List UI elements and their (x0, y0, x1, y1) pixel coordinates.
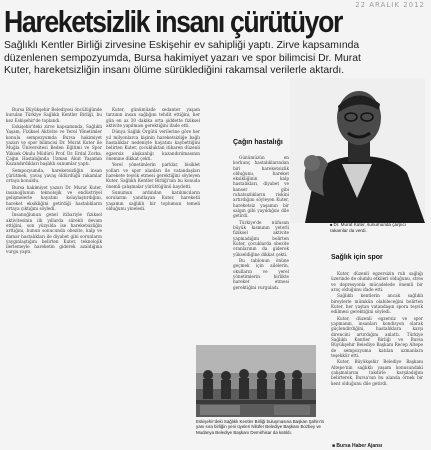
lead-line: Sağlıklı Kentler Birliği zirvesine Eskişehir ev sahipliği yaptı. Zirve kapsamında (4, 40, 360, 51)
portrait-caption: ■ Dr. Murat Kuter, sunumunda çarpıcı rakamlar da verdi. (330, 222, 424, 233)
article-column-1 (6, 107, 102, 339)
paragraph: Sempozyumda, hareketsizliğin insan çürütmek, yavaş yavaş öldürdüğü rakamlar ortaya konuldu. (6, 167, 102, 184)
date-stamp: 22 ARALIK 2012 (355, 1, 425, 9)
article-column-4 (331, 271, 423, 441)
photo-caption: Eskişehir'deki Sağlıklı Kentler Birliği buluşmasına Başkan Şahin'in yanı sıra birliğin yeni üyeleri Nilüfer Belediye Başkanı Bozbey ve Mudanya Belediye Başkanı Demirhisar da katıldı. (196, 419, 325, 435)
paragraph: Kuter, düzenli egzersiz ve spor yapmanın, insanları kondisyon olarak güçlendirdiğini, hastalıklara karşı direncini artırdığını anlattı. Türkiye Sağlıklı Kentler Birliği ve Bursa Büyükşehir Belediye Başkanı Recep Altepe de sempozyuma katılan uzmanlara teşekkür etti. (331, 315, 423, 358)
article-column-3 (233, 155, 289, 333)
paragraph: Yerel yönetimlerin parklar, bisiklet yolları ve spor alanları ile vatandaşları harekete teşvik etmesi gerektiğini söyleyen Kuter, Sağlıklı Kentler Birliği'nin bu konuda önemli çalışmalar yürüttüğünü kaydetti. (106, 162, 200, 189)
paragraph: Bursa Büyükşehir Belediyesi öncülüğünde kurulan Türkiye Sağlıklı Kentler Birliği, bu kez Eskişehir'de toplandı. (6, 107, 102, 123)
paragraph: İnsanoğlunun genel itibariyle fiziksel aktivitesinin ilk yıllarda sürekli devam ettiğini, son yüzyılda ise hareketsizliğin arttığını, bunun sonucunda obezite, kalp ve damar hastalıkları ile diyabet gibi sorunların yaygınlaştığını belirten Kuter, teknolojik ilerlemeyle hareketin giderek azaldığına vurgu yaptı. (6, 212, 102, 255)
paragraph: Günümüzün en korkunç hastalıklarından biri hareketsizlik olduğunu, hareket eksikliğinin kalp hastalıkları, diyabet ve kanser gibi rahatsızlıkların riskini artırdığını söyleyen Kuter, hareketsiz yaşamın bir salgın gibi yayıldığını dile getirdi. (233, 155, 289, 219)
paragraph: Kuter, Büyükşehir Belediye Başkanı Altepe'nin sağlıklı yaşam konusundaki çalışmalarını takdirle karşıladığını belirterek, Bursa'nın bu alanda örnek bir kent olduğunu dile getirdi. (331, 359, 423, 386)
article-column-2 (106, 107, 200, 337)
agency-byline: ■ Bursa Haber Ajansı (332, 443, 383, 449)
lead-line: Kuter, hareketsizliğin insanı ölüme sürüklediğini rakamsal verilerle aktardı. (4, 65, 345, 76)
paragraph: Sağlıklı kentlerin ancak sağlıklı bireylerle mümkün olabileceğini belirten Kuter, her yaştan vatandaşın spora teşvik edilmesi gerektiğini söyledi. (331, 293, 423, 315)
paragraph: Eskişehir'deki zirve kapsamında, Sağlıklı Yaşam, Fiziksel Aktivite ve Yerel Yönetimler konulu sempozyumda Bursa hakimiyet yazarı ve spor bilimcisi Dr. Murat Kuter ile Muğla Üniversitesi Beden Eğitimi ve Spor Yüksek Okulu Müdürü Prof. Dr. Erdal Zorba, Çağın Hastalığında Uzman Akut Yaşamın Kazandırdıkları başlıklı sunumlar yaptı. (6, 124, 102, 167)
portrait-photo (290, 78, 425, 223)
paragraph: Sunumun ardından katılımcıların sorularını yanıtlayan Kuter, hareketli yaşamın sağlıklı bir toplumun temeli olduğunu yineledi. (106, 190, 200, 211)
paragraph: Türkiye'de nüfusun büyük kısmının yeterli fiziksel aktivite yapmadığını belirten Kuter, çocuklarda obezite oranlarının da giderek yükseldiğine dikkat çekti. (233, 219, 289, 257)
headline: Hareketsizlik insanı çürütüyor (4, 4, 343, 39)
paragraph: Bursa hakimiyet yazarı Dr. Murat Kuter, insanoğlunun teknolojik ve endüstriyel gelişmelerle hayatını kolaylaştırdığını, hareket eksikliğini getirdiği hastalıkların ortaya çıktığını söyledi. (6, 184, 102, 211)
subhead-cagin-hastaligi: Çağın hastalığı (233, 139, 283, 146)
paragraph: Bu tablonun önüne geçmek için ailelerin, okulların ve yerel yönetimlerin birlikte hareket etmesi gerektiğini vurguladı. (233, 258, 289, 290)
paragraph: Kuter, düzenli egzersizin ruh sağlığı üzerinde de olumlu etkileri olduğunu, stres ve depresyonla mücadelede önemli bir araç olduğunu ifade etti. (331, 271, 423, 292)
subhead-saglik-icin-spor: Sağlık için spor (331, 254, 383, 261)
lead-line: düzenlenen sempozyumda, Bursa hakimiyet yazarı ve spor bilimcisi Dr. Murat (4, 52, 361, 64)
lead-paragraph (4, 40, 378, 78)
paragraph: Kuter, günümüzde sedanter yaşam tarzının insan sağlığını tehdit ettiğini, her gün en az 30 dakika orta şiddette fiziksel aktivite yapılması gerektiğini ifade etti. (106, 107, 200, 128)
paragraph: Dünya Sağlık Örgütü verilerine göre her yıl milyonlarca kişinin hareketsizliğe bağlı hastalıklar nedeniyle hayatını kaybettiğini belirten Kuter, çocukluktan itibaren düzenli egzersiz alışkanlığı kazandırılmasının önemine dikkat çekti. (106, 129, 200, 161)
group-photo (196, 345, 316, 417)
